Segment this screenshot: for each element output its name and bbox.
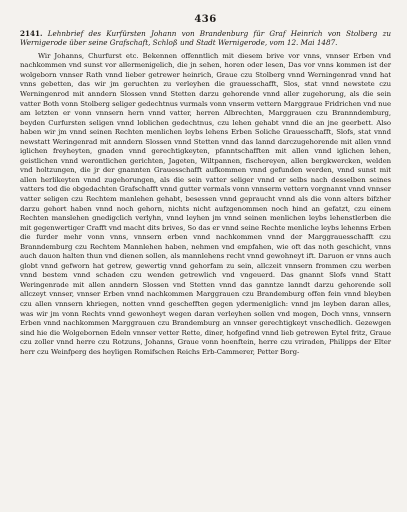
document-title: Lehnbrief des Kurfürsten Johann von Brandenburg für Graf Heinrich von Stolberg zu Wernigerode über seine Grafschaft, Schloß und Stadt Wernigerode, vom 12. Mai 1487. — [20, 29, 391, 48]
document-heading — [20, 29, 391, 48]
document-number: 2141. — [20, 29, 43, 38]
body-text-content: Wir Johanns, Churfurst etc. Bekennen offenntlich mit diesem brive vor vnns, vnnser Erben vnd nachkommen vnd sunst vor allermenigelich, die jn sehen, horen oder lesen, Das vor vnns kommen ist der wolgeborn vnnser Rath vnnd lieber getrewer heinrich, Graue czu Stolberg vnnd Werningenrad vnnd hat vnns gebetten, das wir jm geruchten zu verleyhen die grauesschafft, Slos, stat vnnd newstete czu Werningenrod mit anndern Slossen vnnd Stetten darzu gehorende vnnd aller zugehorung, als die sein vatter Both vonn Stolberg seliger gedechtnus vurmals vonn vnserm vettern Marggraue Fridrichen vnd nue am letzten er vonn vnnsern hern vnnd vatter, herren Albrechten, Marggrauen czu Brannndemburg, beyden Curfursten seligen vnnd loblichen gedechtnus, czu lehen gehabt vnnd die an jne geerbett. Also haben wir jm vnnd seinen Rechten menlichen leybs lehens Erben Soliche Grauesschafft, Slofs, stat vnnd newstatt Weringenrad mit anndern Slossen vnnd Stetten vnnd das lannd darczugehorende mit allen vnnd iglichen freyheyten, gnaden vnnd gerechtigkeyten, pfanntschafften mit allen vnnd iglichen lehen, geistlichen vnnd werontlichen gerichten, Jageten, Wiltpannen, fischereyen, allen bergkwercken, welden vnd holtzungen, die jr der gnannten Grauesschafft aufkommen vnnd gefunden werden, vnnd sunst mit allen herlikeyten vnnd zugehorungen, als die sein vatter seliger vnnd er selbs nach desselben seines vatters tod die obgedachten Grafschafft vnnd gutter vermals vonn vnnserm vettern vorgnannt vnnd vnnser vatter seligen czu Rechtem manlehen gehabt, besessen vnnd gepraucht vnnd als die vonn alters bifzher darzu gehort haben vnnd noch gehorn, nichts nicht aufzgenommen noch hind an gefatzt, czu einem Rechten manslehen gnedigclich verlyhn, vnnd leyhen jm vnnd seinen menlichen leybs lehenstlerben die mit gegenwertiger Crafft vnd macht dits brives, So das er vnnd seine Rechte menliche leybs lehenns Erben die furder mehr vonn vnns, vnnsern erben vnnd nachkommen vnnd der Marggrauesschafft czu Branndemburg czu Rechtem Mannlehen haben, nehmen vnd empfahen, wie oft das noth geschicht, vnns auch dauon halten thun vnd dienen sollen, als mannlehens recht vnnd gewohneyt ift. Daruon er vnns auch globt vnnd gefworn hat getrew, gewertig vnnd gehorfam zu sein, allczeit vnnsern frommen czu werben vnnd bestem vnnd schaden czu wenden getrewlich vnd vngeuerd. Das gnannt Slofs vnnd Statt Weringenrade mit allen anndern Slossen vnd Stetten vnnd das ganntze lanndt darzu gehorende soll allczeyt vnnser, vnnser Erben vnnd nachkommen Marggrauen czu Brandemburg offen fein vnnd bleyben czu allen vnnsern khriegen, notten vnnd geschefften gegen ydermeniglich: vnnd jm leyben daran alles, was wir jm vonn Rechts vnnd gewonheyt wegen daran verleyhen sollen vnd mogen, Doch vnns, vnnsern Erben vnnd nachkommen Marggrauen czu Brandemburg an vnnser gerechtigkeyt vnschedlich. Gezewgen sind hie die Wolgebornen Edeln vnnser vetter Rette, diner, hofgefind vnnd lieb getrewen Eytel fritz, Graue czu zoller vnnd herre czu Rotzuns, Johanns, Graue vonn hoenftein, herre czu vriraden, Philipps der Elter herr czu Weinfperg des heyligen Romifschen Reichs Erb-Cammerer, Petter Borg- — [20, 51, 391, 356]
document-body — [20, 52, 391, 358]
page-number: 436 — [194, 14, 217, 25]
